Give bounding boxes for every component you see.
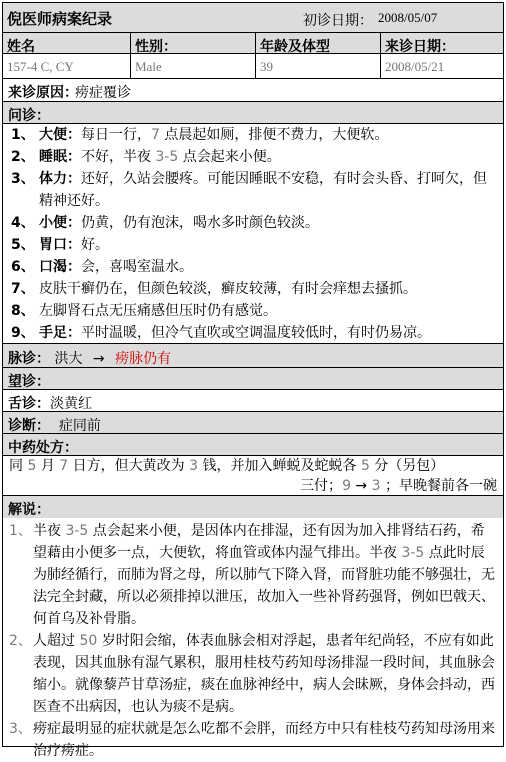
rx-number: 3	[371, 478, 381, 494]
tongue-row	[3, 390, 503, 412]
tongue-value: 淡黄红	[50, 396, 92, 412]
exp-text: 痨症最明显的症状就是怎么吃都不会胖，而经方中只有桂枝芍药知母汤用来治疗痨症。	[33, 721, 495, 759]
item-text: 平时温暖，但冷气直吹或空调温度较低时，有时仍易凉。	[81, 325, 431, 341]
arrow-icon: →	[350, 478, 372, 494]
exp-number: 3-5	[401, 545, 425, 561]
item-text: 会，喜喝室温水。	[81, 259, 193, 275]
inquiry-title: 问诊：	[3, 102, 503, 124]
explanation-label: 解说：	[3, 496, 503, 518]
item-text: 点会起来小便。	[178, 149, 281, 165]
visit-reason-value: 痨症覆诊	[75, 85, 131, 101]
rx-text: 钱，并加入蝉蜕及蛇蜕各	[198, 458, 361, 474]
item-number: 5、	[11, 237, 35, 253]
explanation-item	[9, 630, 497, 718]
rx-number: 5	[27, 458, 37, 474]
exp-text: 岁时阳会缩，体表血脉会相对浮起，患者年纪尚轻，不应有如此表现，因其血脉有湿气累积，服用桂枝芍药知母汤排湿一段时间，其血脉会缩小。就像藜芦甘草汤症，痰在血脉神经中，病人会昧厥，身体会抖动，西医查不出病因，也认为痰不是病。	[33, 633, 495, 715]
item-number: 3、	[11, 171, 35, 187]
visit-date: 2008/05/21	[385, 59, 445, 74]
rx-text: 日方，但大黄改为	[68, 458, 190, 474]
prescription-line-2	[300, 476, 497, 496]
item-number: 2、	[11, 149, 35, 165]
item-key: 体力：	[39, 171, 81, 187]
item-number: 9、	[11, 325, 35, 341]
item-number: 1、	[11, 127, 35, 143]
patient-table-header	[3, 33, 503, 54]
rx-number: 7	[59, 458, 69, 474]
rx-text: 三付；	[300, 478, 343, 494]
rx-text: 同	[9, 458, 28, 474]
item-number-value: 3-5	[155, 149, 179, 165]
first-visit-label: 初诊日期：	[303, 13, 373, 29]
item-text: 好。	[81, 237, 109, 253]
item-text: 还好，久站会腰疼。可能因睡眠不安稳，有时会头昏、打呵欠，但精神还好。	[39, 171, 487, 209]
patient-table-values	[3, 54, 503, 79]
item-number: 2、	[9, 633, 32, 649]
item-text: 仍黄，仍有泡沫，喝水多时颜色较淡。	[81, 215, 319, 231]
item-number: 6、	[11, 259, 35, 275]
prescription-body	[3, 456, 503, 496]
item-number: 3、	[9, 721, 32, 737]
item-key: 睡眠：	[39, 149, 81, 165]
exp-text: 点此时辰为肺经循行，而肺为肾之母，所以肺气下降入肾，而肾脏功能不够强壮，无法完全封藏，所以必须排掉以泄压，故加入一些补肾药强肾，例如巴戟天、何首乌及补骨脂。	[33, 545, 495, 627]
item-key: 手足：	[39, 325, 81, 341]
arrow-icon: →	[92, 351, 105, 367]
visit-reason-row	[3, 79, 503, 102]
item-text: 皮肤干癣仍在，但颜色较淡，癣皮较薄，有时会痒想去搔抓。	[39, 281, 417, 297]
rx-number: 3	[189, 458, 199, 474]
item-number: 7、	[11, 281, 35, 297]
explanation-item	[9, 718, 497, 762]
name-header: 姓名	[3, 33, 131, 53]
explanation-item	[9, 520, 497, 630]
visit-reason-label: 来诊原因：	[8, 85, 78, 101]
item-number: 1、	[9, 523, 32, 539]
record-title: 倪医师病案纪录	[7, 10, 113, 28]
sex-header: 性别：	[131, 33, 256, 53]
prescription-line-1	[9, 456, 444, 476]
item-number: 4、	[11, 215, 35, 231]
pulse-row	[3, 343, 503, 368]
rx-number: 5	[360, 458, 370, 474]
exp-text: 半夜	[33, 523, 66, 539]
item-key: 小便：	[39, 215, 81, 231]
rx-number: 9	[342, 478, 351, 494]
patient-age: 39	[256, 54, 381, 78]
rx-text: 月	[36, 458, 60, 474]
item-key: 口渴：	[39, 259, 81, 275]
patient-name: 157-4 C, CY	[3, 54, 131, 78]
pulse-label: 脉诊：	[8, 351, 50, 367]
case-record-sheet	[2, 2, 504, 759]
pulse-value: 洪大	[54, 351, 83, 367]
item-key: 大便：	[39, 127, 81, 143]
exp-text: 点会起来小便，是因体内在排湿，还有因为加入排肾结石药，希望藉由小便多一点，大便软，将血管或体内湿气排出。半夜	[33, 523, 485, 561]
explanation-body	[9, 520, 497, 762]
item-key: 胃口：	[39, 237, 81, 253]
record-header	[3, 3, 503, 33]
item-text: 不好，半夜	[81, 149, 156, 165]
pulse-result: 痨脉仍有	[115, 351, 172, 367]
item-number: 8、	[11, 303, 35, 319]
observation-label: 望诊：	[3, 368, 503, 390]
exp-text: 人超过	[33, 633, 80, 649]
item-text: 左脚肾石点无压痛感但压时仍有感觉。	[39, 303, 277, 319]
exp-number: 50	[79, 633, 98, 649]
diagnosis-value: 症同前	[58, 418, 101, 434]
exp-number: 3-5	[65, 523, 89, 539]
prescription-label: 中药处方：	[3, 434, 503, 456]
diagnosis-label: 诊断：	[8, 418, 50, 434]
first-visit-date: 2008/05/07	[378, 10, 438, 25]
visit-date-header: 来诊日期：	[385, 39, 455, 55]
item-number-value: 7	[151, 127, 160, 143]
tongue-label: 舌诊：	[8, 396, 50, 412]
rx-text: 分（另包）	[369, 458, 445, 474]
patient-sex: Male	[131, 54, 256, 78]
item-text: 点晨起如厕，排便不费力，大便软。	[159, 127, 389, 143]
rx-text: ；早晚餐前各一碗	[380, 478, 497, 494]
diagnosis-row	[3, 412, 503, 434]
item-text: 每日一行，	[81, 127, 151, 143]
age-header: 年龄及体型	[256, 33, 381, 53]
